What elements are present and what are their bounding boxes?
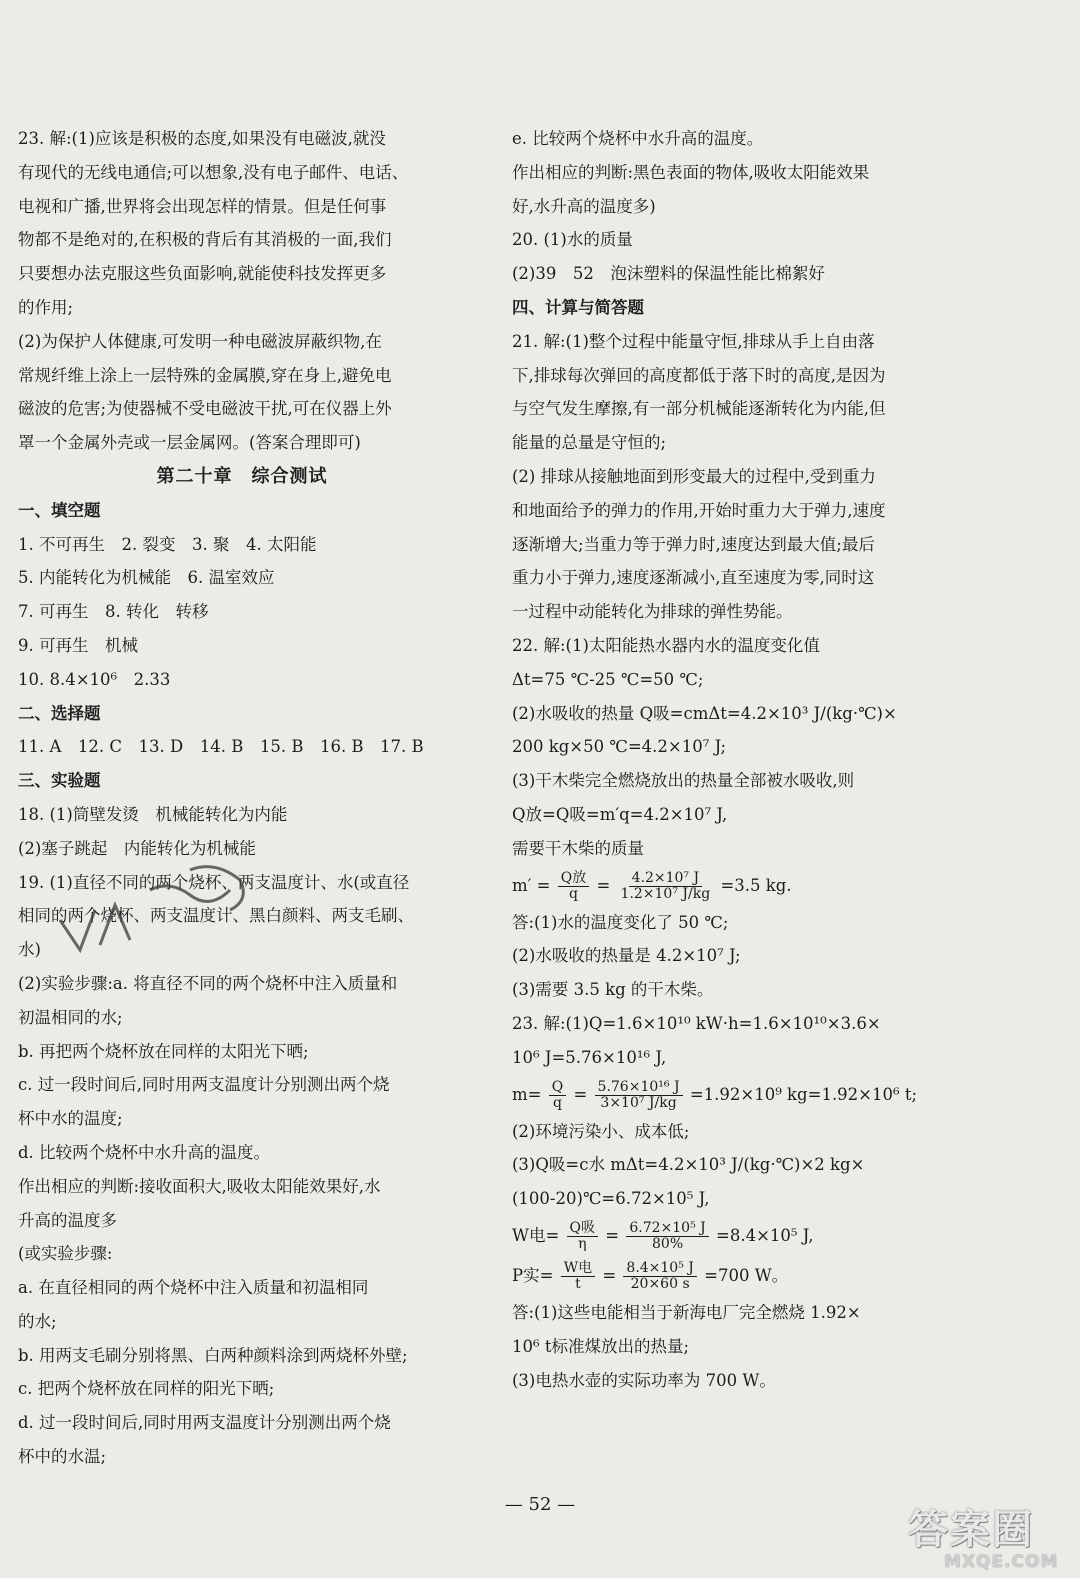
formula-rhs: =8.4×10⁵ J, <box>716 1225 814 1245</box>
fraction-numerator: 8.4×10⁵ J <box>623 1261 696 1277</box>
text-line: 常规纤维上涂上一层特殊的金属膜,穿在身上,避免电 <box>18 365 392 385</box>
text-line: d. 比较两个烧杯中水升高的温度。 <box>18 1142 271 1162</box>
text-line: (100-20)℃=6.72×10⁵ J, <box>512 1189 710 1209</box>
watermark-url: MXQE.COM <box>944 1552 1059 1572</box>
fraction <box>623 1261 696 1292</box>
text-line: 能量的总量是守恒的; <box>512 433 667 453</box>
page-number: — 52 — <box>504 1494 576 1515</box>
text-line: 物都不是绝对的,在积极的背后有其消极的一面,我们 <box>18 230 392 250</box>
text-line: d. 过一段时间后,同时用两支温度计分别测出两个烧 <box>18 1413 391 1433</box>
right-block-3 <box>512 1115 967 1216</box>
text-line: c. 把两个烧杯放在同样的阳光下晒; <box>18 1379 275 1399</box>
text-line: 200 kg×50 ℃=4.2×10⁷ J; <box>512 737 727 757</box>
text-line: 21. 解:(1)整个过程中能量守恒,排球从手上自由落 <box>512 331 875 351</box>
text-line: Δt=75 ℃-25 ℃=50 ℃; <box>512 669 704 689</box>
text-line: b. 再把两个烧杯放在同样的太阳光下晒; <box>18 1041 309 1061</box>
fraction-denominator: q <box>552 1094 562 1111</box>
watermark-logo <box>894 1498 1074 1576</box>
fraction <box>549 1080 566 1111</box>
formula-w-electric <box>512 1216 967 1256</box>
fraction-numerator: Q吸 <box>567 1221 598 1237</box>
fraction-numerator: 6.72×10⁵ J <box>626 1221 708 1237</box>
formula-p-actual <box>512 1256 967 1296</box>
text-line: 好,水升高的温度多) <box>512 196 656 216</box>
fraction-denominator: t <box>575 1275 581 1292</box>
right-block-1 <box>512 122 967 866</box>
text-line: (3)Q吸=c水 mΔt=4.2×10³ J/(kg·℃)×2 kg× <box>512 1155 865 1175</box>
section-heading: 二、选择题 <box>18 703 101 723</box>
text-line: 23. 解:(1)Q=1.6×10¹⁰ kW·h=1.6×10¹⁰×3.6× <box>512 1013 881 1033</box>
fraction-numerator: Q放 <box>558 871 589 887</box>
text-line: (2)塞子跳起 内能转化为机械能 <box>18 838 256 858</box>
left-column <box>18 122 466 1474</box>
fraction-denominator: 1.2×10⁷ J/kg <box>620 885 711 902</box>
text-line: 下,排球每次弹回的高度都低于落下时的高度,是因为 <box>512 365 886 385</box>
text-line: (2)为保护人体健康,可发明一种电磁波屏蔽织物,在 <box>18 331 382 351</box>
fraction <box>558 871 589 902</box>
formula-m-prime <box>512 866 967 906</box>
text-line: 7. 可再生 8. 转化 转移 <box>18 602 209 622</box>
fraction <box>567 1221 598 1252</box>
fraction-numerator: Q <box>549 1080 566 1096</box>
formula-lhs: W电= <box>512 1225 560 1245</box>
text-line: 杯中水的温度; <box>18 1109 123 1129</box>
text-line: Q放=Q吸=m′q=4.2×10⁷ J, <box>512 804 728 824</box>
fraction <box>595 1080 683 1111</box>
formula-m <box>512 1075 967 1115</box>
text-line: e. 比较两个烧杯中水升高的温度。 <box>512 129 764 148</box>
text-line: 1. 不可再生 2. 裂变 3. 聚 4. 太阳能 <box>18 534 317 554</box>
text-line: 10. 8.4×10⁶ 2.33 <box>18 669 171 689</box>
right-column <box>512 122 967 1397</box>
fraction-denominator: 3×10⁷ J/kg <box>600 1094 677 1111</box>
text-line: 罩一个金属外壳或一层金属网。(答案合理即可) <box>18 433 361 453</box>
fraction-numerator: 4.2×10⁷ J <box>629 871 702 887</box>
watermark-title: 答案圈 <box>908 1507 1034 1553</box>
text-line: 需要干木柴的质量 <box>512 838 644 858</box>
text-line: 11. A 12. C 13. D 14. B 15. B 16. B 17. B <box>18 737 424 757</box>
fraction <box>561 1261 595 1292</box>
text-line: (3)需要 3.5 kg 的干木柴。 <box>512 980 714 1000</box>
text-line: (2)39 52 泡沫塑料的保温性能比棉絮好 <box>512 264 825 284</box>
text-line: (3)干木柴完全燃烧放出的热量全部被水吸收,则 <box>512 771 855 791</box>
formula-lhs: m′ = <box>512 875 551 895</box>
text-line: 和地面给予的弹力的作用,开始时重力大于弹力,速度 <box>512 500 886 520</box>
fraction-numerator: 5.76×10¹⁶ J <box>595 1080 683 1096</box>
equals-sign: = <box>602 1265 617 1285</box>
text-line: 20. (1)水的质量 <box>512 230 633 250</box>
equals-sign: = <box>605 1225 620 1245</box>
text-line: 只要想办法克服这些负面影响,就能使科技发挥更多 <box>18 264 387 284</box>
text-line: 初温相同的水; <box>18 1007 123 1027</box>
text-line: 与空气发生摩擦,有一部分机械能逐渐转化为内能,但 <box>512 399 886 419</box>
formula-rhs: =700 W。 <box>704 1265 789 1285</box>
equals-sign: = <box>573 1084 588 1104</box>
text-line: 18. (1)筒壁发烫 机械能转化为内能 <box>18 804 288 824</box>
fraction-denominator: η <box>578 1235 587 1252</box>
chapter-heading: 第二十章 综合测试 <box>156 465 328 487</box>
fraction-denominator: 20×60 s <box>630 1275 690 1292</box>
formula-lhs: P实= <box>512 1265 554 1285</box>
text-line: 22. 解:(1)太阳能热水器内水的温度变化值 <box>512 635 820 655</box>
text-line: 重力小于弹力,速度逐渐减小,直至速度为零,同时这 <box>512 568 875 588</box>
text-line: 19. (1)直径不同的两个烧杯、两支温度计、水(或直径 <box>18 872 410 892</box>
text-line: 逐渐增大;当重力等于弹力时,速度达到最大值;最后 <box>512 534 875 554</box>
formula-lhs: m= <box>512 1084 542 1104</box>
section-heading: 一、填空题 <box>18 500 101 520</box>
text-line: (2)环境污染小、成本低; <box>512 1121 690 1141</box>
text-line: 磁波的危害;为使器械不受电磁波干扰,可在仪器上外 <box>18 399 392 419</box>
text-line: 9. 可再生 机械 <box>18 635 138 655</box>
text-line: 作出相应的判断:接收面积大,吸收太阳能效果好,水 <box>18 1176 381 1196</box>
fraction-denominator: 80% <box>652 1235 684 1252</box>
text-line: (或实验步骤: <box>18 1244 113 1264</box>
section-heading: 四、计算与简答题 <box>512 297 644 317</box>
fraction-numerator: W电 <box>561 1261 595 1277</box>
text-line: 的作用; <box>18 297 74 317</box>
text-line: b. 用两支毛刷分别将黑、白两种颜料涂到两烧杯外壁; <box>18 1345 408 1365</box>
text-line: 10⁶ t标准煤放出的热量; <box>512 1336 690 1356</box>
section-heading: 三、实验题 <box>18 771 101 791</box>
text-line: 一过程中动能转化为排球的弹性势能。 <box>512 602 793 622</box>
equals-sign: = <box>596 875 611 895</box>
text-line: 5. 内能转化为机械能 6. 温室效应 <box>18 568 275 588</box>
right-block-4 <box>512 1296 967 1397</box>
fraction-denominator: q <box>568 885 578 902</box>
text-line: 10⁶ J=5.76×10¹⁶ J, <box>512 1047 667 1067</box>
fraction <box>626 1221 708 1252</box>
formula-rhs: =1.92×10⁹ kg=1.92×10⁶ t; <box>689 1084 918 1104</box>
text-line: c. 过一段时间后,同时用两支温度计分别测出两个烧 <box>18 1075 390 1095</box>
text-line: 杯中的水温; <box>18 1447 107 1467</box>
text-line: (2)水吸收的热量 Q吸=cmΔt=4.2×10³ J/(kg·℃)× <box>512 703 897 723</box>
text-line: (3)电热水壶的实际功率为 700 W。 <box>512 1370 776 1390</box>
text-line: (2)水吸收的热量是 4.2×10⁷ J; <box>512 946 741 966</box>
text-line: (2) 排球从接触地面到形变最大的过程中,受到重力 <box>512 466 876 486</box>
text-line: 答:(1)这些电能相当于新海电厂完全燃烧 1.92× <box>512 1302 861 1322</box>
right-block-2 <box>512 906 967 1075</box>
fraction <box>618 871 714 902</box>
text-line: 的水; <box>18 1311 57 1331</box>
formula-rhs: =3.5 kg. <box>720 875 792 895</box>
text-line: (2)实验步骤:a. 将直径不同的两个烧杯中注入质量和 <box>18 973 398 993</box>
text-line: 23. 解:(1)应该是积极的态度,如果没有电磁波,就没 <box>18 129 386 148</box>
text-line: 作出相应的判断:黑色表面的物体,吸收太阳能效果 <box>512 162 870 182</box>
text-line: 电视和广播,世界将会出现怎样的情景。但是任何事 <box>18 196 387 216</box>
text-line: 答:(1)水的温度变化了 50 ℃; <box>512 912 729 932</box>
text-line: 相同的两个烧杯、两支温度计、黑白颜料、两支毛刷、 <box>18 906 414 926</box>
text-line: a. 在直径相同的两个烧杯中注入质量和初温相同 <box>18 1278 369 1298</box>
text-line: 水) <box>18 940 41 960</box>
text-line: 升高的温度多 <box>18 1210 117 1230</box>
text-line: 有现代的无线电通信;可以想象,没有电子邮件、电话、 <box>18 162 409 182</box>
